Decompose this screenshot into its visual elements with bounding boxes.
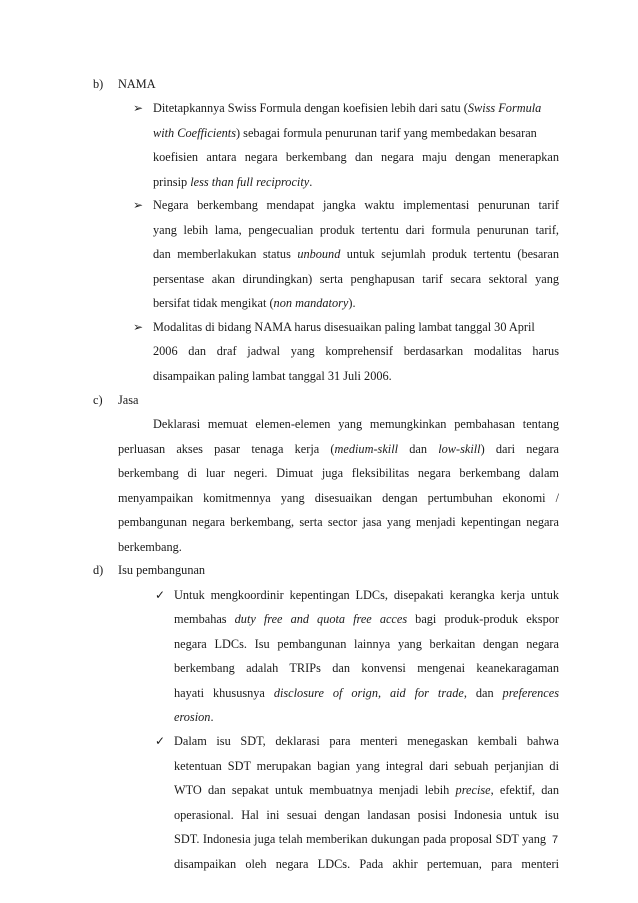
isu-check-2-line-6: disampaikan oleh negara LDCs. Pada akhir pertemuan, para menteri xyxy=(174,857,559,871)
nama-bullet-1-line-4: prinsip less than full reciprocity. xyxy=(153,175,313,189)
isu-check-2-line-4: operasional. Hal ini sesuai dengan landasan posisi Indonesia untuk isu xyxy=(174,808,559,822)
jasa-para-line-3: berkembang di luar negeri. Dimuat juga fleksibilitas negara berkembang dalam xyxy=(118,466,559,480)
isu-check-1-line-2: membahas duty free and quota free acces bagi produk-produk ekspor xyxy=(174,612,559,626)
arrow-bullet-icon: ➢ xyxy=(133,320,144,334)
nama-bullet-1-line-1: Ditetapkannya Swiss Formula dengan koefisien lebih dari satu (Swiss Formula xyxy=(153,101,542,115)
jasa-para-line-2: perluasan akses pasar tenaga kerja (medium-skill dan low-skill) dari negara xyxy=(118,442,559,456)
isu-check-1-line-6: erosion. xyxy=(174,710,214,724)
isu-check-2-line-2: ketentuan SDT merupakan bagian yang integral dari sebuah perjanjian di xyxy=(174,759,559,773)
isu-check-2-line-5: SDT. Indonesia juga telah memberikan dukungan pada proposal SDT yang xyxy=(174,832,546,846)
nama-bullet-2-line-5: bersifat tidak mengikat (non mandatory). xyxy=(153,296,356,310)
nama-bullet-2-line-3: dan memberlakukan status unbound untuk sejumlah produk tertentu (besaran xyxy=(153,247,560,261)
nama-bullet-2-line-1: Negara berkembang mendapat jangka waktu implementasi penurunan tarif xyxy=(153,198,559,212)
section-d-title: Isu pembangunan xyxy=(118,563,206,577)
arrow-bullet-icon: ➢ xyxy=(133,198,144,212)
jasa-para-line-1: Deklarasi memuat elemen-elemen yang memungkinkan pembahasan tentang xyxy=(153,417,559,431)
nama-bullet-3-line-1: Modalitas di bidang NAMA harus disesuaikan paling lambat tanggal 30 April xyxy=(153,320,535,334)
checkmark-bullet-icon: ✓ xyxy=(155,588,166,602)
page-number: 7 xyxy=(552,834,559,846)
nama-bullet-1-line-3: koefisien antara negara berkembang dan negara maju dengan menerapkan xyxy=(153,150,559,164)
isu-check-1-line-3: negara LDCs. Isu pembangunan lainnya yang berkaitan dengan negara xyxy=(174,637,559,651)
isu-check-1-line-5: hayati khususnya disclosure of orign, aid for trade, dan preferences xyxy=(174,686,559,700)
section-c-label: c) xyxy=(93,393,103,407)
jasa-para-line-4: menyampaikan komitmennya yang disesuaikan dengan pertumbuhan ekonomi / xyxy=(118,491,559,505)
nama-bullet-2-line-2: yang lebih lama, pengecualian produk tertentu dari formula penurunan tarif, xyxy=(153,223,559,237)
jasa-para-line-5: pembangunan negara berkembang, serta sector jasa yang menjadi kepentingan negara xyxy=(118,515,559,529)
section-b-label: b) xyxy=(93,77,104,91)
jasa-para-line-6: berkembang. xyxy=(118,540,182,554)
arrow-bullet-icon: ➢ xyxy=(133,101,144,115)
nama-bullet-3-line-2: 2006 dan draf jadwal yang komprehensif berdasarkan modalitas harus xyxy=(153,344,559,358)
section-b-title: NAMA xyxy=(118,77,156,91)
nama-bullet-2-line-4: persentase akan dirundingkan) serta penghapusan tarif secara sektoral yang xyxy=(153,272,559,286)
section-d-label: d) xyxy=(93,563,104,577)
nama-bullet-3-line-3: disampaikan paling lambat tanggal 31 Juli 2006. xyxy=(153,369,392,383)
checkmark-bullet-icon: ✓ xyxy=(155,734,166,748)
isu-check-2-line-3: WTO dan sepakat untuk membuatnya menjadi lebih precise, efektif, dan xyxy=(174,783,560,797)
isu-check-2-line-1: Dalam isu SDT, deklarasi para menteri menegaskan kembali bahwa xyxy=(174,734,559,748)
isu-check-1-line-4: berkembang adalah TRIPs dan konvensi mengenai keanekaragaman xyxy=(174,661,559,675)
section-c-title: Jasa xyxy=(118,393,139,407)
nama-bullet-1-line-2: with Coefficients) sebagai formula penurunan tarif yang membedakan besaran xyxy=(153,126,537,140)
isu-check-1-line-1: Untuk mengkoordinir kepentingan LDCs, disepakati kerangka kerja untuk xyxy=(174,588,559,602)
